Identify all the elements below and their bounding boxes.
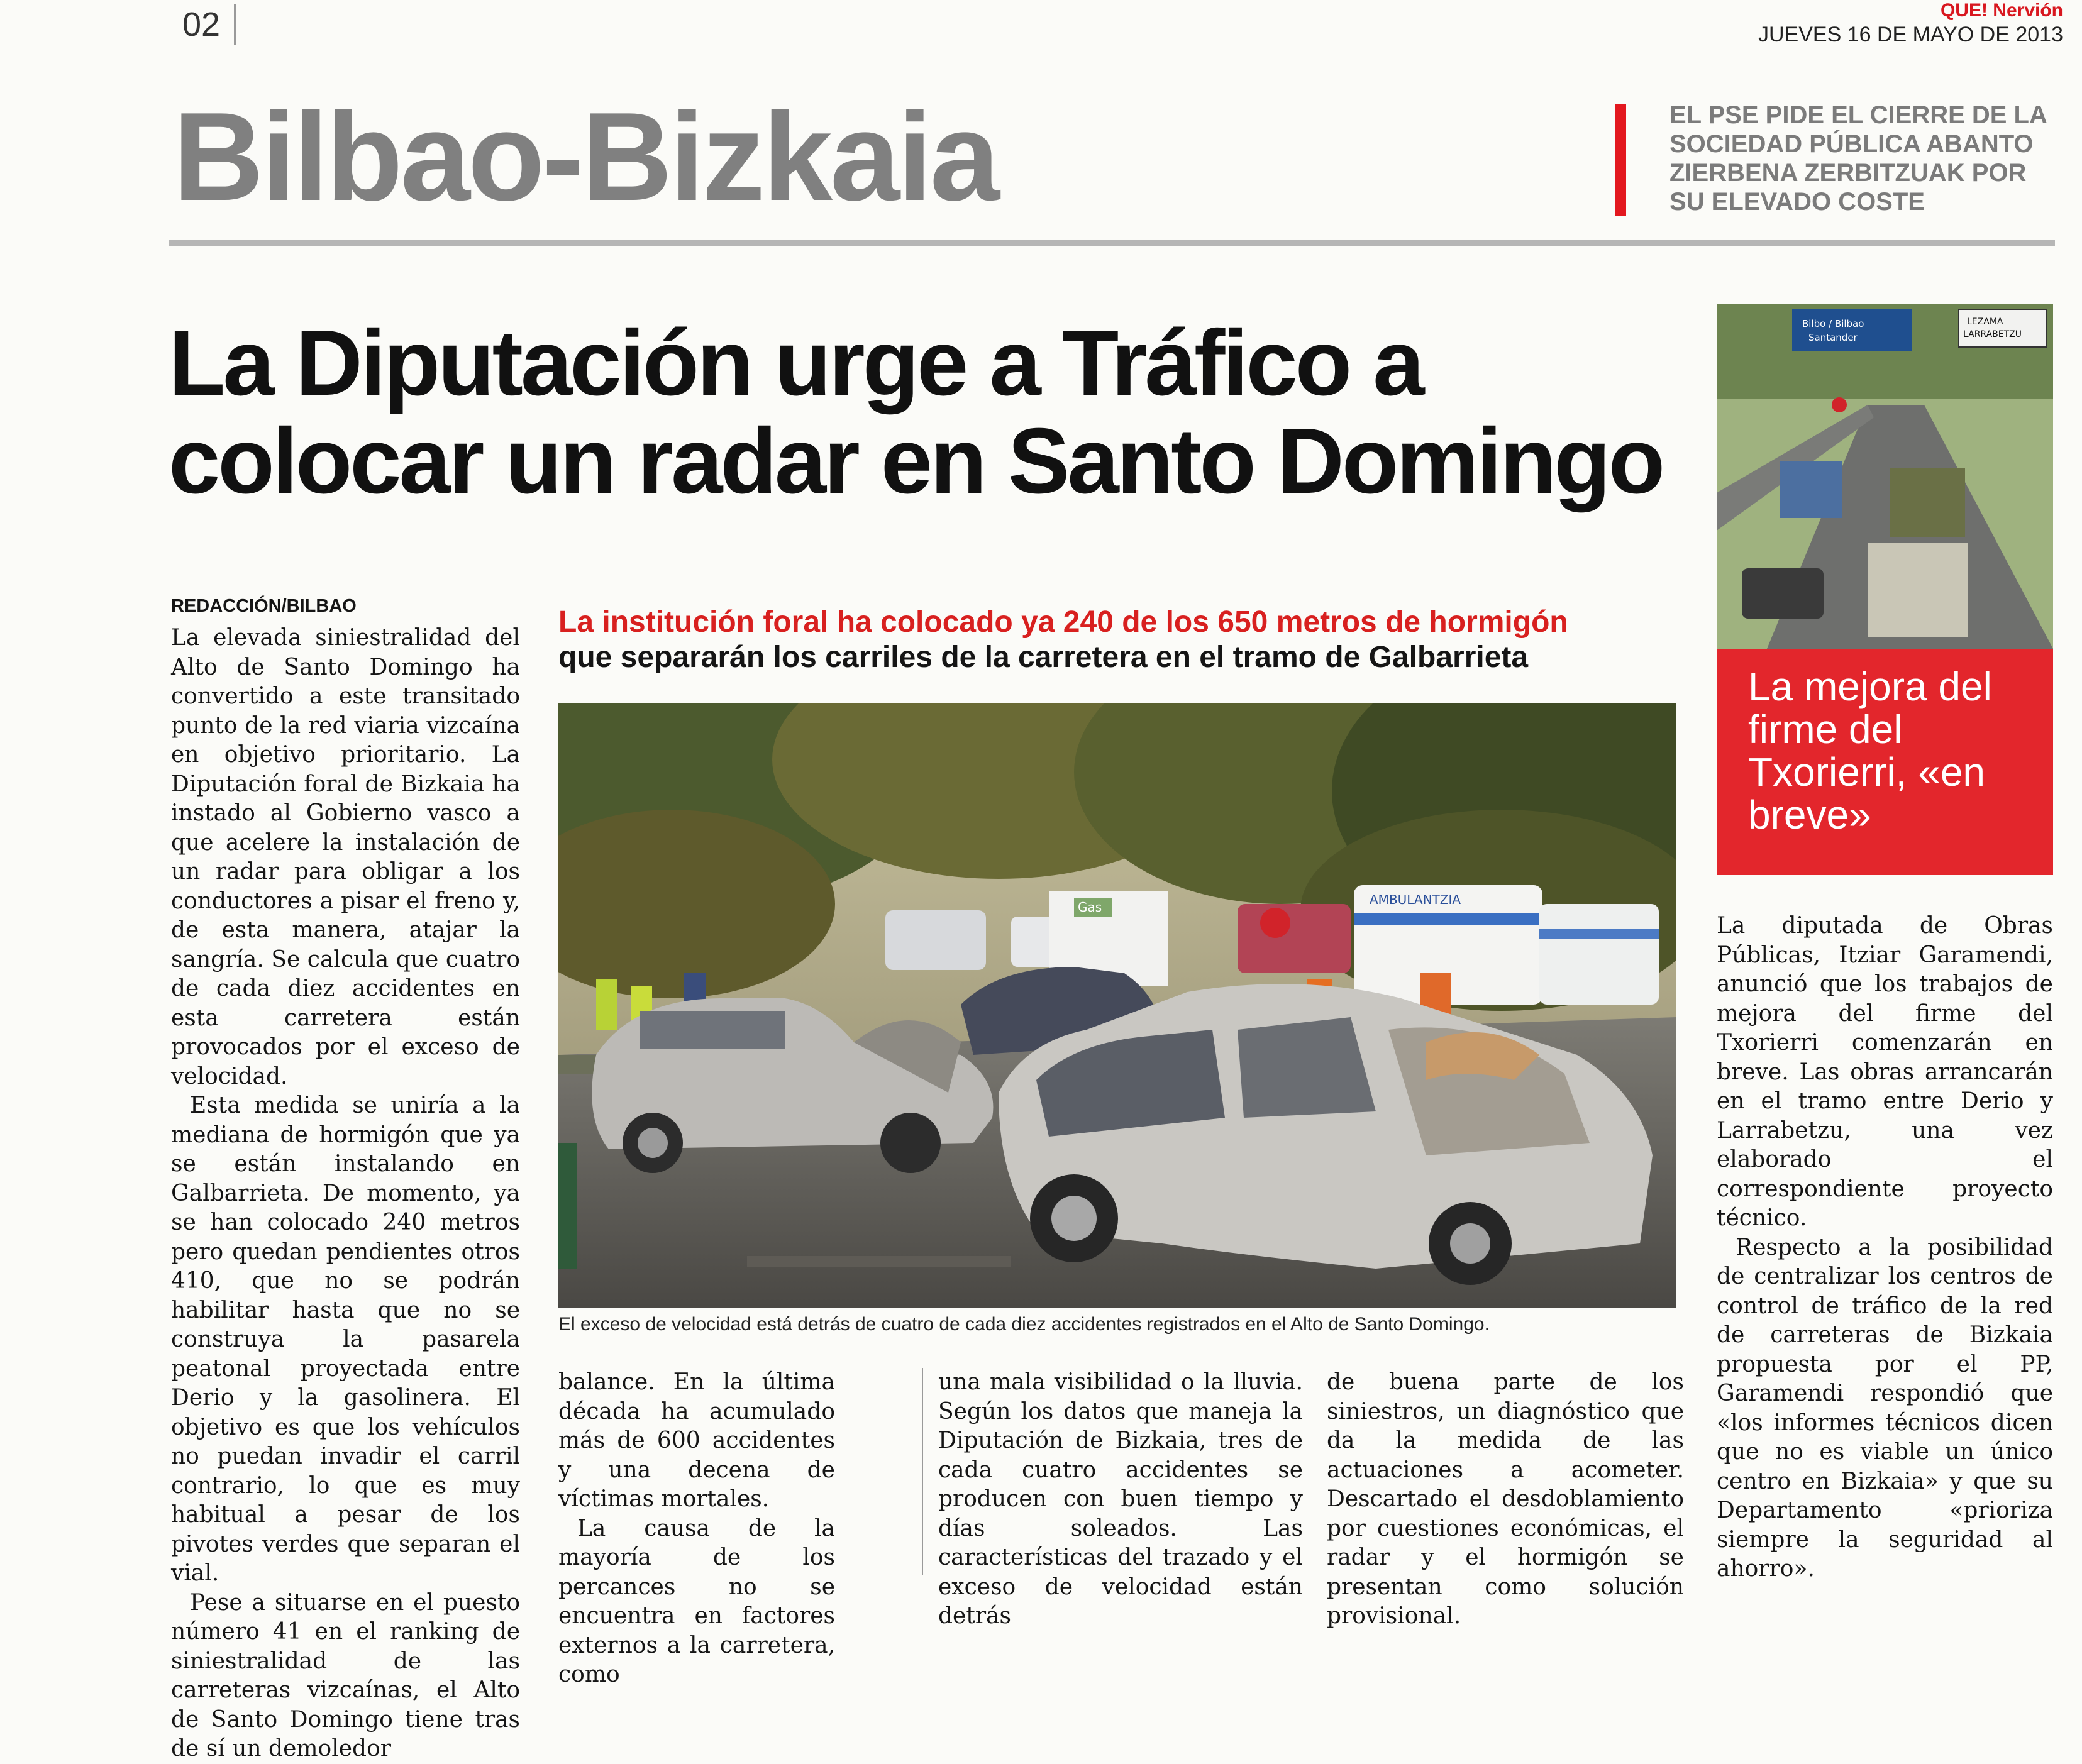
truck-label: Gas	[1078, 900, 1102, 915]
article-subheadline	[558, 605, 1665, 675]
section-divider	[169, 240, 2055, 246]
teaser-link[interactable]: EL PSE PIDE EL CIERRE DE LA SOCIEDAD PÚBLICA ABANTO ZIERBENA ZERBITZUAK POR SU ELEVADO COSTE	[1669, 101, 2047, 216]
article-headline: La Diputación urge a Tráfico a colocar un radar en Santo Domingo	[169, 311, 1663, 513]
paragraph: Pese a situarse en el puesto número 41 en el ranking de siniestralidad de las carreteras vizcaínas, el Alto de Santo Domingo tiene tras de sí un demoledor	[171, 1589, 520, 1761]
teaser-accent-bar	[1615, 104, 1626, 216]
byline: REDACCIÓN/BILBAO	[171, 596, 357, 616]
masthead	[1758, 0, 2063, 47]
section-title: Bilbao-Bizkaia	[173, 87, 997, 227]
page-number: 02	[182, 6, 221, 43]
photo-caption: El exceso de velocidad está detrás de cuatro de cada diez accidentes registrados en el Alto de Santo Domingo.	[558, 1314, 1490, 1335]
accident-photo	[558, 703, 1676, 1308]
article-column-4	[1327, 1368, 1684, 1631]
paragraph: La causa de la mayoría de los percances no se encuentra en factores externos a la carretera, como	[558, 1515, 835, 1687]
paragraph: de buena parte de los siniestros, un diagnóstico que da la medida de las actuaciones a acometer. Descartado el desdoblamiento por cuestiones económicas, el radar y el hormigón se presentan como solución provisional.	[1327, 1369, 1684, 1629]
paragraph: Esta medida se uniría a la mediana de hormigón que ya se están instalando en Galbarrieta. De momento, ya se han colocado 240 metros pero quedan pendientes otros 410, que no se podrán habilitar hasta que no se construya la pasarela peatonal proyectada entre Derio y la gasolinera. El objetivo es que los vehículos no puedan invadir el carril contrario, lo que es muy habitual a pesar de los pivotes verdes que separan el vial.	[171, 1093, 520, 1586]
article-column-1	[171, 624, 520, 1764]
issue-date: JUEVES 16 DE MAYO DE 2013	[1758, 23, 2063, 47]
paragraph: La diputada de Obras Públicas, Itziar Garamendi, anunció que los trabajos de mejora del firme del Txorierri comenzarán en breve. Las obras arrancarán en el tramo entre Derio y Larrabetzu, una vez elaborado el correspondiente proyecto técnico.	[1717, 913, 2053, 1231]
sidebar-body	[1717, 912, 2053, 1584]
road-sign-text: Santander	[1808, 332, 1858, 343]
header-divider	[234, 4, 236, 45]
accident-scene-illustration	[558, 703, 1676, 1308]
column-divider	[922, 1368, 923, 1575]
subheadline-red: La institución foral ha colocado ya 240 de los 650 metros de hormigón	[558, 605, 1568, 639]
paragraph: balance. En la última década ha acumulado más de 600 accidentes y una decena de víctimas mortales.	[558, 1369, 835, 1512]
brand-logo: QUE! Nervión	[1940, 0, 2063, 21]
paragraph: Respecto a la posibilidad de centralizar los centros de control de tráfico de la red de carreteras de Bizkaia propuesta por el PP, Garamendi respondió que «los informes técnicos dicen que no es viable un único centro en Bizkaia» y que su Departamento «prioriza siempre la seguridad al ahorro».	[1717, 1234, 2053, 1582]
article-column-2	[558, 1368, 835, 1690]
paragraph: La elevada siniestralidad del Alto de Santo Domingo ha convertido a este transitado punto de la red viaria vizcaína en objetivo prioritario. La Diputación foral de Bizkaia ha instado al Gobierno vasco a que acelere la instalación de un radar para obligar a los conductores a pisar el freno y, de esta manera, atajar la sangría. Se calcula que cuatro de cada diez accidentes en esta carretera están provocados por el exceso de velocidad.	[171, 625, 520, 1089]
ambulance-label: AMBULANTZIA	[1370, 892, 1461, 907]
article-column-3	[938, 1368, 1303, 1631]
road-sign-text: LARRABETZU	[1963, 329, 2022, 339]
subheadline-black: que separarán los carriles de la carretera en el tramo de Galbarrieta	[558, 641, 1529, 674]
road-sign-text: Bilbo / Bilbao	[1802, 318, 1864, 329]
road-photo	[1717, 304, 2053, 649]
road-scene-illustration	[1717, 304, 2053, 649]
sidebar-title: La mejora del firme del Txorierri, «en breve»	[1748, 664, 1992, 837]
paragraph: una mala visibilidad o la lluvia. Según los datos que maneja la Diputación de Bizkaia, tres de cada cuatro accidentes se producen con buen tiempo y días soleados. Las características del trazado y el exceso de velocidad están detrás	[938, 1369, 1303, 1629]
road-sign-text: LEZAMA	[1967, 317, 2003, 327]
